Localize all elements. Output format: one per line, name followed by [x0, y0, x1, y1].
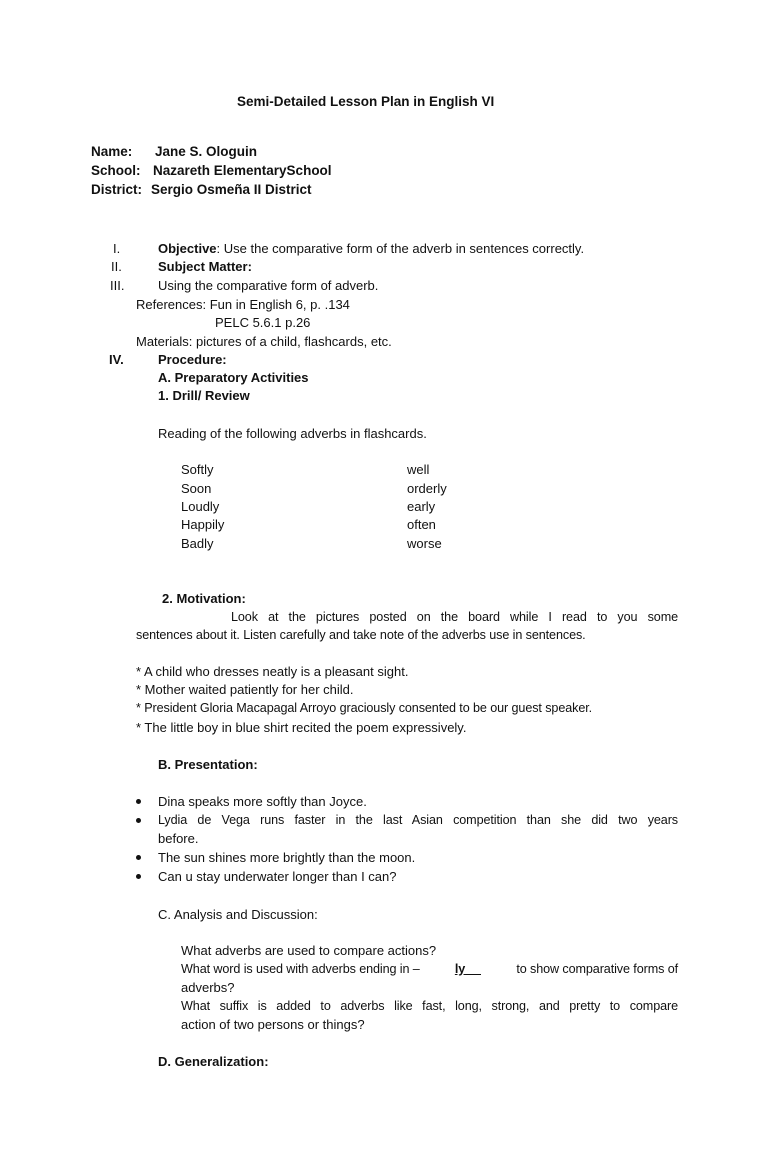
district-name: Sergio Osmeña II District	[151, 182, 312, 197]
district-label: District:	[91, 182, 143, 197]
example-sentence: * Mother waited patiently for her child.	[136, 682, 354, 697]
analysis-question: action of two persons or things?	[181, 1017, 365, 1032]
motivation-label: 2. Motivation:	[162, 591, 246, 606]
school-label: School:	[91, 163, 141, 178]
objective-label: Objective	[158, 241, 217, 256]
references: References: Fun in English 6, p. .134	[136, 297, 350, 312]
list-item: worse	[407, 536, 442, 551]
drill-label: 1. Drill/ Review	[158, 388, 250, 403]
objective-line	[158, 242, 584, 255]
analysis-question	[181, 963, 678, 976]
bullet-icon	[136, 818, 141, 823]
bullet-icon	[136, 855, 141, 860]
analysis-question: What adverbs are used to compare actions?	[181, 943, 437, 958]
list-item: Happily	[181, 517, 225, 532]
list-item: Dina speaks more softly than Joyce.	[158, 794, 367, 809]
section-number: IV.	[109, 352, 124, 367]
presentation-label: B. Presentation:	[158, 757, 258, 772]
analysis-question: What suffix is added to adverbs like fast, long, strong, and pretty to compare	[181, 999, 678, 1013]
subject-matter-label: Subject Matter:	[158, 259, 252, 274]
example-sentence: * A child who dresses neatly is a pleasant sight.	[136, 664, 409, 679]
name-label: Name:	[91, 144, 133, 159]
analysis-label: C. Analysis and Discussion:	[158, 907, 318, 922]
list-item: before.	[158, 831, 199, 846]
motivation-text: sentences about it. Listen carefully and take note of the adverbs use in sentences.	[136, 628, 586, 642]
generalization-label: D. Generalization:	[158, 1054, 269, 1069]
list-item: often	[407, 517, 436, 532]
teacher-name: Jane S. Ologuin	[155, 144, 258, 159]
list-item: well	[407, 462, 430, 477]
school-name: Nazareth ElementarySchool	[153, 163, 332, 178]
subject-text: Using the comparative form of adverb.	[158, 278, 379, 293]
objective-text: : Use the comparative form of the adverb in sentences correctly.	[216, 241, 585, 256]
materials: Materials: pictures of a child, flashcards, etc.	[136, 334, 392, 349]
analysis-question: adverbs?	[181, 980, 235, 995]
question-text: What word is used with adverbs ending in –	[181, 962, 420, 976]
question-text: to show comparative forms of	[516, 962, 678, 976]
section-number: II.	[111, 259, 122, 274]
motivation-text: Look at the pictures posted on the board while I read to you some	[231, 610, 678, 624]
bullet-icon	[136, 799, 141, 804]
list-item: Softly	[181, 462, 214, 477]
list-item: Soon	[181, 481, 212, 496]
bullet-icon	[136, 874, 141, 879]
list-item: Loudly	[181, 499, 220, 514]
preparatory-label: A. Preparatory Activities	[158, 370, 309, 385]
blank-line	[465, 973, 481, 975]
list-item: orderly	[407, 481, 447, 496]
list-item: The sun shines more brightly than the moon.	[158, 850, 416, 865]
section-number: I.	[113, 241, 121, 256]
section-number: III.	[110, 278, 125, 293]
suffix-ly: ly	[454, 962, 466, 976]
list-item: Lydia de Vega runs faster in the last Asian competition than she did two years	[158, 813, 678, 827]
procedure-label: Procedure:	[158, 352, 227, 367]
list-item: Badly	[181, 536, 214, 551]
list-item: Can u stay underwater longer than I can?	[158, 869, 397, 884]
page-title: Semi-Detailed Lesson Plan in English VI	[237, 94, 495, 109]
example-sentence: * The little boy in blue shirt recited the poem expressively.	[136, 720, 467, 735]
example-sentence: * President Gloria Macapagal Arroyo graciously consented to be our guest speaker.	[136, 701, 593, 715]
question-blank	[455, 963, 481, 976]
drill-intro: Reading of the following adverbs in flashcards.	[158, 426, 427, 441]
pelc-reference: PELC 5.6.1 p.26	[215, 315, 311, 330]
list-item: early	[407, 499, 436, 514]
